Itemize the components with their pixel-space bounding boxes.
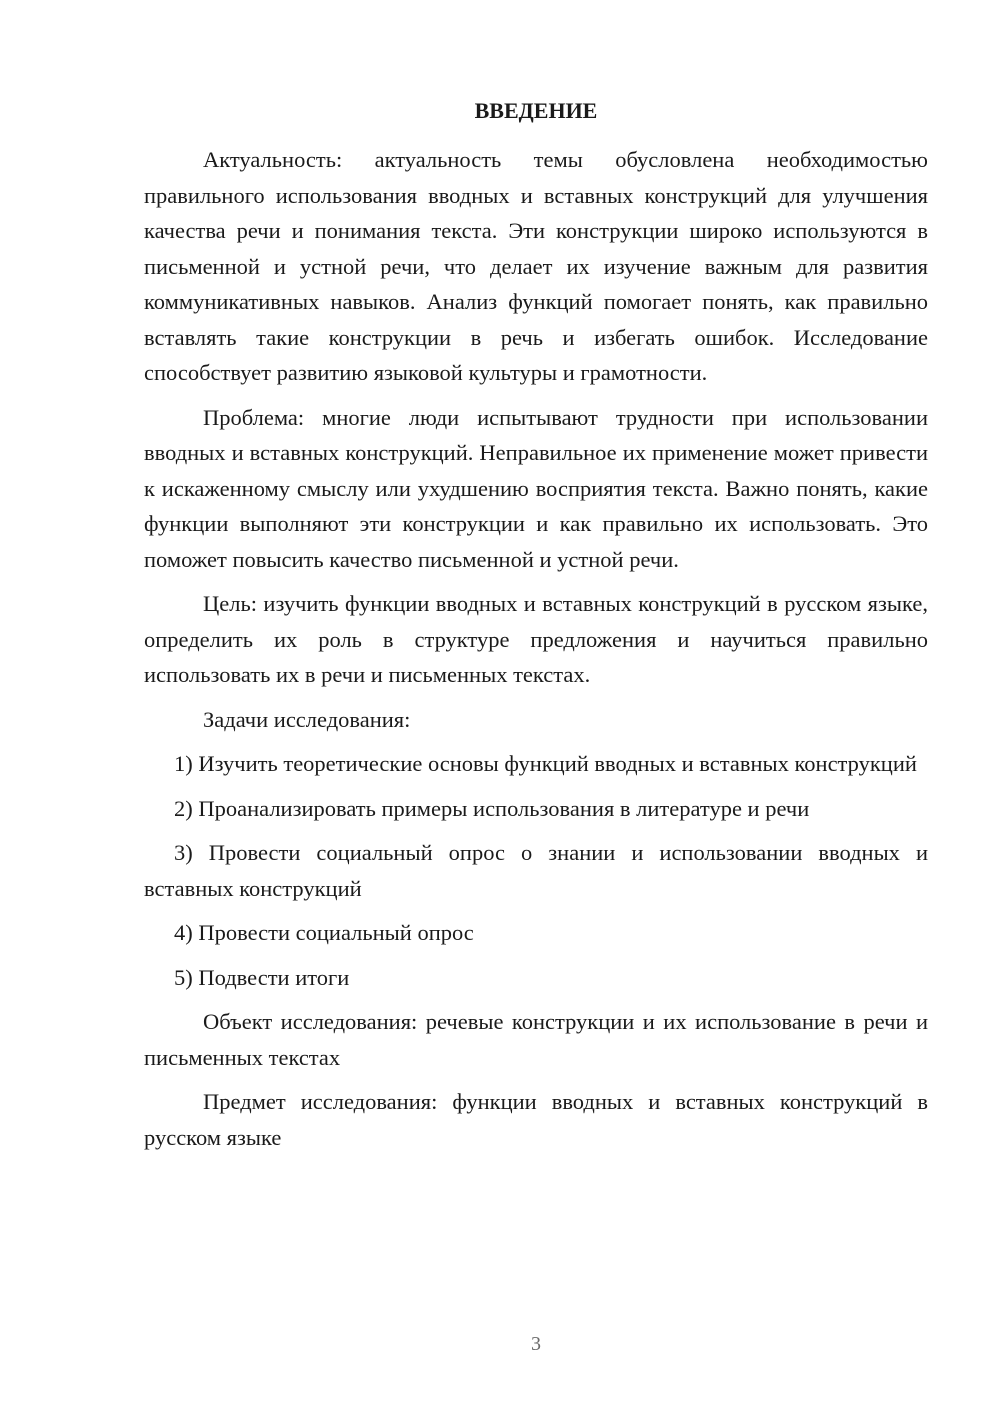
task-item: 4) Провести социальный опрос <box>174 920 474 945</box>
page-title: ВВЕДЕНИЕ <box>474 98 598 123</box>
task-item: 1) Изучить теоретические основы функций вводных и вставных конструкций <box>174 751 917 776</box>
task-item: 2) Проанализировать примеры использования в литературе и речи <box>174 795 810 821</box>
task-item: 5) Подвести итоги <box>174 964 350 990</box>
tasks-heading: Задачи исследования: <box>203 706 411 732</box>
object-paragraph: Объект исследования: речевые конструкции и их использование в речи и письменных текстах <box>144 1009 928 1070</box>
task-item: 3) Провести социальный опрос о знании и использовании вводных и вставных конструкций <box>144 840 928 901</box>
subject-paragraph: Предмет исследования: функции вводных и вставных конструкций в русском языке <box>144 1089 928 1150</box>
document-body <box>144 142 928 1164</box>
problem-paragraph: Проблема: многие люди испытывают трудности при использовании вводных и вставных конструкций. Неправильное их применение может привести к искаженному смыслу или ухудшению восприятия текста. Важно понять, какие функции выполняют эти конструкции и как правильно их использовать. Это поможет повысить качество письменной и устной речи. <box>144 404 928 572</box>
relevance-paragraph: Актуальность: актуальность темы обусловлена необходимостью правильного использования вводных и вставных конструкций для улучшения качества речи и понимания текста. Эти конструкции широко используются в письменной и устной речи, что делает их изучение важным для развития коммуникативных навыков. Анализ функций помогает понять, как правильно вставлять такие конструкции в речь и избегать ошибок. Исследование способствует развитию языковой культуры и грамотности. <box>144 147 928 385</box>
goal-paragraph: Цель: изучить функции вводных и вставных конструкций в русском языке, определить их роль в структуре предложения и научиться правильно использовать их в речи и письменных текстах. <box>144 591 928 687</box>
page-number: 3 <box>531 1333 541 1355</box>
